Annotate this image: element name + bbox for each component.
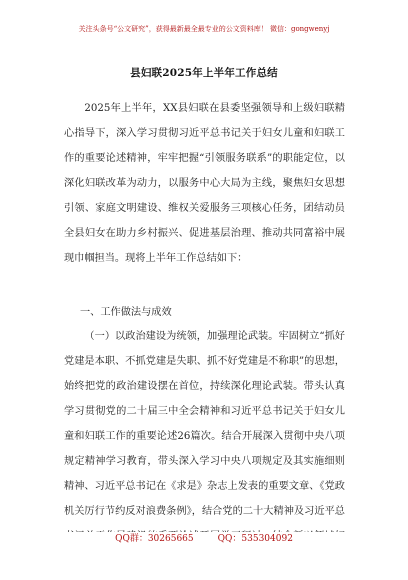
document-title: 县妇联2025年上半年工作总结 [130,67,278,79]
section-heading: 一、工作做法与成效 [80,307,172,318]
body-paragraph: （一）以政治建设为统领，加强理论武装。牢固树立“抓好党建是本职、不抓党建是失职、抓不好党建是不称职”的思想，始终把党的政治建设摆在首位，持续深化理论武装。带头认真学习贯彻党的二十届三中全会精神和习近平总书记关于妇女儿童和妇联工作的重要论述26篇次。结合开展深入贯彻中央八项规定精神学习教育，带头深入学习中央八项规定及其实施细则精神、习近平总书记在《求是》杂志上发表的重要文章、《党政机关厉行节约反对浪费条例》，结合党的二十大精神及习近平总 [64,331,345,517]
footer-qq-group: QQ群：30265665 [115,534,194,544]
footer-qq: QQ：535304092 [217,534,293,544]
intro-paragraph: 2025年上半年，XX县妇联在县委坚强领导和上级妇联精心指导下，深入学习贯彻习近平总书记关于妇女儿童和妇联工作的重要论述精神，牢牢把握“引领服务联系”的职能定位，以深化妇联改革为动力，以服务中心大局为主线，聚焦妇女思想引领、家庭文明建设、维权关爱服务三项核心任务，团结动员全县妇女在助力乡村振兴、促进基层治理、推动共同富裕中展现巾帼担当。现将上半年工作总结如下： [64,103,345,264]
header-banner: 关注头条号“公文研究”，获得最新最全最专业的公文资料库！ 微信：gongwenyj [78,25,330,33]
footer-contact [0,533,408,545]
